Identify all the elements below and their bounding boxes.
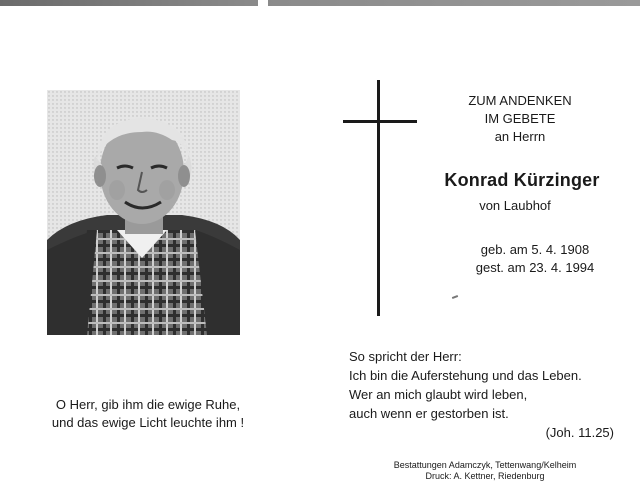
verse-line-2: Ich bin die Auferstehung und das Leben. (349, 368, 582, 383)
latin-cross-icon (343, 80, 417, 316)
verse-line-4: auch wenn er gestorben ist. (349, 406, 509, 421)
deceased-origin: von Laubhof (479, 198, 551, 213)
printer-footer (355, 460, 615, 482)
deceased-name: Konrad Kürzinger (444, 170, 600, 190)
footer-line-1: Bestattungen Adamczyk, Tettenwang/Kelheim (393, 460, 577, 470)
verse-reference: (Joh. 11.25) (545, 425, 614, 440)
card-top-edge (0, 0, 640, 6)
life-dates (460, 241, 610, 277)
prayer-text (30, 396, 266, 432)
verse-line-3: Wer an mich glaubt wird leben, (349, 387, 528, 402)
header-line-1: ZUM ANDENKEN (468, 93, 572, 108)
top-edge-gap (258, 0, 268, 6)
death-date: gest. am 23. 4. 1994 (475, 260, 595, 275)
header-line-3: an Herrn (494, 129, 546, 144)
prayer-line-1: O Herr, gib ihm die ewige Ruhe, (55, 397, 241, 412)
header-line-2: IM GEBETE (484, 111, 556, 126)
paper-speck (452, 295, 458, 299)
footer-line-2: Druck: A. Kettner, Riedenburg (425, 471, 545, 481)
memorial-header (440, 92, 600, 146)
bible-verse (349, 347, 624, 442)
portrait-illustration (47, 90, 240, 335)
cross-horizontal-bar (343, 120, 417, 123)
prayer-line-2: und das ewige Licht leuchte ihm ! (51, 415, 245, 430)
cross-vertical-bar (377, 80, 380, 316)
portrait-photo (47, 90, 240, 335)
verse-line-1: So spricht der Herr: (349, 349, 462, 364)
birth-date: geb. am 5. 4. 1908 (480, 242, 590, 257)
